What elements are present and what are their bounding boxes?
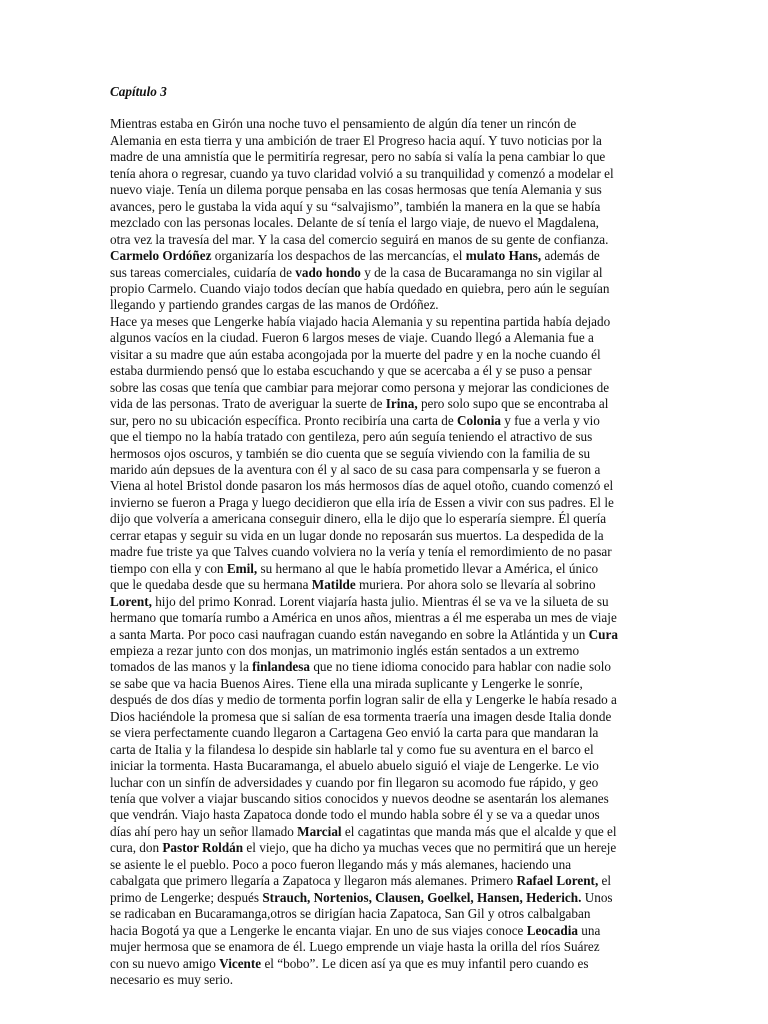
bold-name: Colonia xyxy=(456,412,501,428)
bold-name: Marcial xyxy=(297,823,342,839)
bold-name: vado hondo xyxy=(295,264,361,280)
text-run: y de la casa de Bucaramanga no sin vigilar al propio Carmelo. Cuando viajo todos decían que había quedado en quiebra, pero aún le seguían llegando y partiendo grandes cargas de las manos de Ordóñez. xyxy=(110,264,610,313)
text-run: hijo del primo Konrad. Lorent viajaría hasta julio. Mientras él se va ve la silueta de su hermano que tomaría rumbo a América en unos años, mientras a él me esperaba un mes de viaje a santa Marta. Por poco casi naufragan cuando están navegando en sobre la Atlántida y un xyxy=(110,593,617,642)
text-run: una mujer hermosa que se enamora de él. Luego emprende un viaje hasta la orilla del ríos Suárez con su nuevo amigo xyxy=(110,922,601,971)
text-run: empieza a rezar junto con dos monjas, un matrimonio inglés están sentados a un extremo tomados de las manos y la xyxy=(110,642,580,675)
chapter-title: Capítulo 3 xyxy=(110,84,167,99)
text-run: su hermano al que le había prometido llevar a América, el único que le quedaba desde que su hermana xyxy=(110,560,599,593)
bold-name: Matilde xyxy=(311,577,356,593)
text-run: que no tiene idioma conocido para hablar con nadie solo se sabe que va hacia Buenos Aires. Tiene ella una mirada suplicante y Lengerke le sonríe, después de dos días y medio de tormenta porfin logran salir de ella y Lengerke le había resado a Dios haciéndole la promesa que si salían de esa tormenta traería una imagen desde Italia donde se viera perfectamente cuando llegaron a Cartagena Geo envió la carta para que mandaran la carta de Italia y la filandesa lo despide sin hablarle tal y como fue su aventura en el barco el iniciar la tormenta. Hasta Bucaramanga, el abuelo abuelo siguió el viaje de Lengerke. Le vio luchar con un sinfín de adversidades y cuando por fin llegaron su acomodo fue rápido, y geo tenía que volver a viajar buscando sitios conocidos y nuevos deodne se asentarán los alemanes que vendrán. Viajo hasta Zapatoca donde todo el mundo habla sobre él y se va a quedar unos días ahí pero hay un señor llamado xyxy=(110,659,617,839)
bold-name: Vicente xyxy=(219,955,262,971)
bold-name: Irina, xyxy=(385,396,418,412)
text-run: el “bobo”. Le dicen así ya que es muy infantil pero cuando es necesario es muy serio. xyxy=(110,955,589,988)
text-run: organizaría los despachos de las mercancías, el xyxy=(211,248,466,264)
text-run: el viejo, que ha dicho ya muchas veces que no permitirá que un hereje se asiente le el pueblo. Poco a poco fueron llegando más y más alemanes, haciendo una cabalgata que primero llegaría a Zapatoca y llegaron más alemanes. Primero xyxy=(110,840,617,889)
text-run: Unos se radicaban en Bucaramanga,otros se dirigían hacia Zapatoca, San Gil y otros calbalgaban hacia Bogotá ya que a Lengerke le encanta viajar. En uno de sus viajes conoce xyxy=(110,889,613,938)
bold-name: Pastor Roldán xyxy=(162,840,244,856)
bold-name: Rafael Lorent, xyxy=(516,873,599,889)
bold-name: Emil, xyxy=(226,560,258,576)
document-page xyxy=(110,84,660,988)
body-text xyxy=(110,116,660,988)
text-run: Mientras estaba en Girón una noche tuvo el pensamiento de algún día tener un rincón de Alemania en esta tierra y una ambición de traer El Progreso hacia aquí. Y tuvo noticias por la madre de una amnistía que le permitiría regresar, pero no sabía si valía la pena cambiar lo que tenía ahora o regresar, cuando ya tuvo claridad volvió a su tranquilidad y comenzó a modelar el nuevo viaje. Tenía un dilema porque pensaba en las cosas hermosas que tenía Alemania y sus avances, pero le gustaba la vida aquí y su “salvajismo”, también la manera en la que se había mezclado con las personas locales. Delante de sí tenía el largo viaje, de nuevo el Magdalena, otra vez la travesía del mar. Y la casa del comercio seguirá en manos de su gente de confianza. xyxy=(110,116,614,247)
bold-name: Carmelo Ordóñez xyxy=(110,248,212,264)
bold-name: Leocadia xyxy=(526,922,578,938)
bold-name: Cura xyxy=(588,626,618,642)
paragraph-2 xyxy=(110,314,660,989)
text-run: el cagatintas que manda más que el alcalde y que el cura, don xyxy=(110,823,617,856)
bold-name: finlandesa xyxy=(252,659,311,675)
text-run: pero solo supo que se encontraba al sur, pero no su ubicación específica. Pronto recibiría una carta de xyxy=(110,396,609,428)
paragraph-1 xyxy=(110,116,660,313)
text-run: y fue a verla y vio que el tiempo no la había tratado con gentileza, pero aún seguía teniendo el atractivo de sus hermosos ojos oscuros, y también se dio cuenta que se seguía viviendo con la familia de su marido aún depsues de la aventura con él y al saco de su casa para compensarla y se fueron a Viena al hotel Bristol donde pasaron los más hermosos días de aquel otoño, cuando comenzó el invierno se fueron a Praga y luego decidieron que ella iría de Essen a vivir con sus padres. El le dijo que volvería a americana conseguir dinero, ella le dijo que lo esperaría siempre. Él quería cerrar etapas y seguir su vida en un lugar donde no reposarán sus muertos. La despedida de la madre fue triste ya que Talves cuando volviera no la vería y tenía el remordimiento de no pasar tiempo con ella y con xyxy=(110,412,614,576)
bold-name: Lorent, xyxy=(110,593,152,609)
text-run: muriera. Por ahora solo se llevaría al sobrino xyxy=(359,577,596,593)
bold-name: mulato Hans, xyxy=(465,248,542,264)
text-run: además de sus tareas comerciales, cuidaría de xyxy=(110,248,600,280)
bold-name: Strauch, Nortenios, Clausen, Goelkel, Hansen, Hederich. xyxy=(262,889,582,905)
text-run: Hace ya meses que Lengerke había viajado hacia Alemania y su repentina partida había dejado algunos vacíos en la ciudad. Fueron 6 largos meses de viaje. Cuando llegó a Alemania fue a visitar a su madre que aún estaba acongojada por la muerte del padre y en la noche cuando él estaba durmiendo pensó que lo estaba escuchando y que se acercaba a él y se puso a pensar sobre las cosas que tenía que cambiar para mejorar como persona y mejorar las condiciones de vida de las personas. Trato de averiguar la suerte de xyxy=(110,313,611,412)
text-run: el primo de Lengerke; después xyxy=(110,873,612,905)
